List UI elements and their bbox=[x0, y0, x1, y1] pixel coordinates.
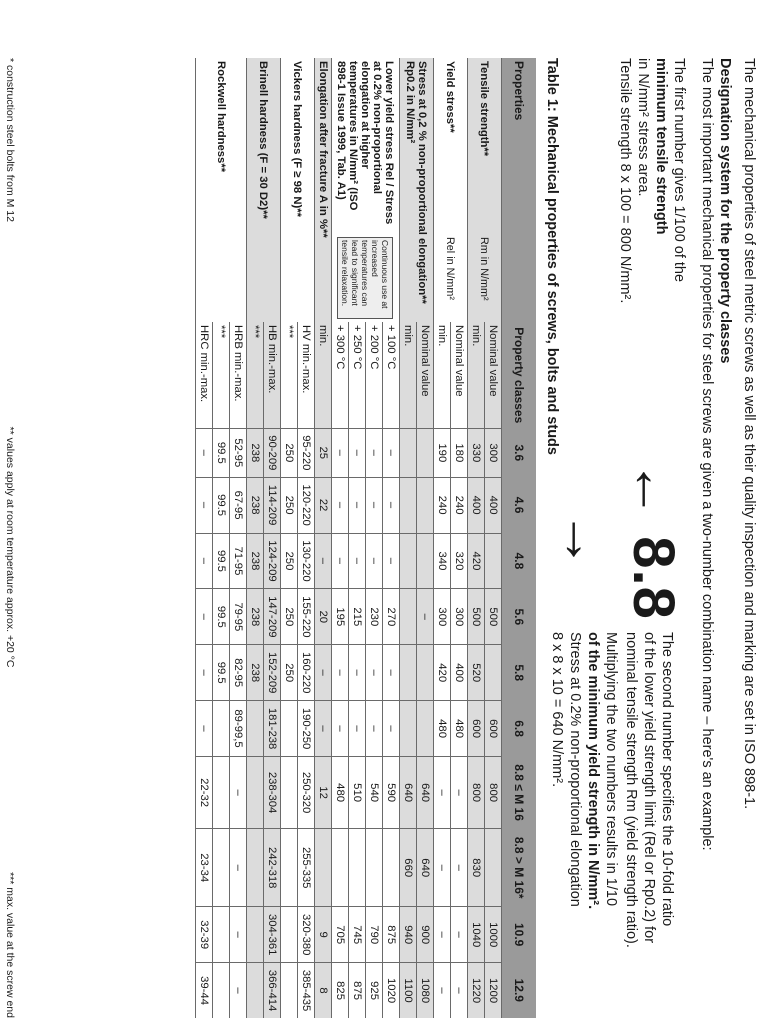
value-cell: 480 bbox=[451, 701, 468, 757]
value-cell: 22 bbox=[315, 477, 332, 533]
value-cell: – bbox=[332, 477, 349, 533]
row-class: min. bbox=[434, 322, 451, 429]
value-cell: 238 bbox=[247, 429, 264, 478]
header-class: 5.8 bbox=[502, 645, 537, 701]
value-cell bbox=[400, 589, 417, 645]
value-cell: 790 bbox=[366, 907, 383, 963]
value-cell: 71-95 bbox=[230, 533, 247, 589]
note-line: The second number specifies the 10-fold ratio bbox=[659, 632, 675, 927]
value-cell: 640 bbox=[417, 829, 434, 907]
value-cell: 1080 bbox=[417, 963, 434, 1018]
row-class: *** bbox=[213, 322, 230, 429]
value-cell: 640 bbox=[400, 757, 417, 829]
value-cell: 320 bbox=[451, 533, 468, 589]
row-class: HRC min.-max. bbox=[196, 322, 213, 429]
value-cell: 79-95 bbox=[230, 589, 247, 645]
value-cell: 304-361 bbox=[264, 907, 281, 963]
value-cell: – bbox=[383, 533, 400, 589]
row-label: Stress at 0,2 % non-proportional elongation** Rp0.2 in N/mm² bbox=[400, 58, 434, 322]
mechanical-properties-table bbox=[195, 58, 536, 1018]
value-cell: 152-209 bbox=[264, 645, 281, 701]
value-cell: – bbox=[366, 533, 383, 589]
value-cell: – bbox=[315, 645, 332, 701]
value-cell: 1200 bbox=[485, 963, 502, 1018]
value-cell: – bbox=[196, 701, 213, 757]
value-cell: – bbox=[434, 963, 451, 1018]
value-cell: 480 bbox=[332, 757, 349, 829]
row-class: min. bbox=[400, 322, 417, 429]
value-cell bbox=[213, 963, 230, 1018]
value-cell: 825 bbox=[332, 963, 349, 1018]
value-cell: – bbox=[332, 533, 349, 589]
value-cell: – bbox=[315, 533, 332, 589]
value-cell: – bbox=[451, 757, 468, 829]
value-cell: – bbox=[366, 701, 383, 757]
row-label: Rockwell hardness** bbox=[196, 58, 247, 322]
header-class: 10.9 bbox=[502, 907, 537, 963]
value-cell: 250 bbox=[281, 645, 298, 701]
value-cell: – bbox=[349, 477, 366, 533]
footnote: ** values apply at room temperature approx. +20 °C bbox=[4, 426, 16, 668]
table-row bbox=[298, 58, 315, 1018]
table-row bbox=[264, 58, 281, 1018]
temperature-label: + 300 °C bbox=[332, 322, 349, 429]
value-cell bbox=[400, 645, 417, 701]
table-header-row bbox=[502, 58, 537, 1018]
value-cell: – bbox=[451, 963, 468, 1018]
value-cell: 215 bbox=[349, 589, 366, 645]
value-cell: 600 bbox=[485, 701, 502, 757]
header-class: 5.6 bbox=[502, 589, 537, 645]
value-cell: – bbox=[196, 429, 213, 478]
designation-text: The most important mechanical properties for steel screws are given a two-number combination name – here's an example: bbox=[699, 58, 715, 851]
value-cell: 800 bbox=[468, 757, 485, 829]
table-title: Table 1: Mechanical properties of screws, bolts and studs bbox=[544, 58, 560, 455]
footnotes bbox=[4, 58, 16, 1018]
first-number-note bbox=[616, 58, 688, 388]
intro-block bbox=[698, 58, 758, 1018]
value-cell: 195 bbox=[332, 589, 349, 645]
multiply-note bbox=[548, 632, 620, 1017]
table-row bbox=[485, 58, 502, 1018]
value-cell bbox=[281, 963, 298, 1018]
value-cell: – bbox=[230, 829, 247, 907]
table-row bbox=[383, 58, 400, 1018]
value-cell: 52-95 bbox=[230, 429, 247, 478]
value-cell: 925 bbox=[366, 963, 383, 1018]
value-cell bbox=[400, 429, 417, 478]
value-cell: 480 bbox=[434, 701, 451, 757]
value-cell: – bbox=[196, 477, 213, 533]
value-cell: – bbox=[383, 477, 400, 533]
value-cell: – bbox=[230, 757, 247, 829]
value-cell: 330 bbox=[468, 429, 485, 478]
value-cell bbox=[417, 645, 434, 701]
note-line: Tensile strength 8 x 100 = 800 N/mm². bbox=[617, 58, 633, 304]
value-cell: – bbox=[230, 963, 247, 1018]
temperature-label: + 100 °C bbox=[383, 322, 400, 429]
value-cell: 540 bbox=[366, 757, 383, 829]
header-class: 6.8 bbox=[502, 701, 537, 757]
row-class: Nominal value bbox=[417, 322, 434, 429]
value-cell: 147-209 bbox=[264, 589, 281, 645]
value-cell: 238 bbox=[247, 533, 264, 589]
value-cell bbox=[315, 829, 332, 907]
value-cell bbox=[485, 533, 502, 589]
value-cell: 1100 bbox=[400, 963, 417, 1018]
value-cell: 940 bbox=[400, 907, 417, 963]
value-cell: – bbox=[332, 429, 349, 478]
value-cell: 900 bbox=[417, 907, 434, 963]
note-line: Stress at 0.2% non-proportional elongation bbox=[567, 632, 583, 907]
row-label: Lower yield stress Rel / Stress at 0.2% non-proportional elongation at higher temperatures in N/mm² (ISO 898-1 Issue 1999, Tab. A1) bbox=[332, 58, 400, 234]
row-class: HV min.-max. bbox=[298, 322, 315, 429]
value-cell: – bbox=[332, 701, 349, 757]
value-cell: 250 bbox=[281, 589, 298, 645]
value-cell bbox=[247, 701, 264, 757]
value-cell: 120-220 bbox=[298, 477, 315, 533]
value-cell: – bbox=[196, 645, 213, 701]
row-sublabel: Rel in N/mm² bbox=[434, 234, 468, 322]
table-body bbox=[196, 58, 502, 1018]
value-cell: 238 bbox=[247, 477, 264, 533]
value-cell bbox=[400, 533, 417, 589]
value-cell: 250 bbox=[281, 477, 298, 533]
header-class: 8.8 > M 16* bbox=[502, 829, 537, 907]
value-cell: 180 bbox=[451, 429, 468, 478]
value-cell: – bbox=[349, 701, 366, 757]
value-cell: 366-414 bbox=[264, 963, 281, 1018]
value-cell bbox=[247, 907, 264, 963]
row-class: HB min.-max. bbox=[264, 322, 281, 429]
value-cell: 8 bbox=[315, 963, 332, 1018]
note-line: 8 x 8 x 10 = 640 N/mm². bbox=[549, 632, 565, 788]
value-cell: 520 bbox=[468, 645, 485, 701]
value-cell bbox=[383, 829, 400, 907]
value-cell: 238-304 bbox=[264, 757, 281, 829]
value-cell bbox=[349, 829, 366, 907]
table-row bbox=[451, 58, 468, 1018]
header-class: 3.6 bbox=[502, 429, 537, 478]
value-cell: 181-238 bbox=[264, 701, 281, 757]
value-cell: 130-220 bbox=[298, 533, 315, 589]
value-cell: – bbox=[196, 589, 213, 645]
value-cell: – bbox=[349, 429, 366, 478]
note-line: The first number gives 1/100 of the bbox=[671, 58, 687, 283]
value-cell: 242-318 bbox=[264, 829, 281, 907]
value-cell: – bbox=[366, 645, 383, 701]
row-class: Nominal value bbox=[451, 322, 468, 429]
value-cell bbox=[281, 757, 298, 829]
value-cell: 640 bbox=[417, 757, 434, 829]
value-cell: 420 bbox=[468, 533, 485, 589]
value-cell bbox=[417, 701, 434, 757]
row-class: *** bbox=[247, 322, 264, 429]
value-cell: 255-335 bbox=[298, 829, 315, 907]
row-label: Elongation after fracture A in %** bbox=[315, 58, 332, 322]
value-cell: 32-39 bbox=[196, 907, 213, 963]
value-cell: 238 bbox=[247, 645, 264, 701]
table-row bbox=[417, 58, 434, 1018]
value-cell bbox=[485, 645, 502, 701]
value-cell: 82-95 bbox=[230, 645, 247, 701]
note-line: Multiplying the two numbers results in 1/10 bbox=[603, 632, 619, 907]
value-cell: 67-95 bbox=[230, 477, 247, 533]
note-line: of the lower yield strength limit (Rel or Rp0.2) for bbox=[641, 632, 657, 944]
value-cell: 99.5 bbox=[213, 533, 230, 589]
row-class: *** bbox=[281, 322, 298, 429]
value-cell: 270 bbox=[383, 589, 400, 645]
designation-heading: Designation system for the property classes bbox=[717, 58, 733, 364]
header-class: 4.8 bbox=[502, 533, 537, 589]
value-cell: – bbox=[417, 589, 434, 645]
value-cell: 22-32 bbox=[196, 757, 213, 829]
value-cell: 23-34 bbox=[196, 829, 213, 907]
value-cell bbox=[213, 829, 230, 907]
value-cell: 190 bbox=[434, 429, 451, 478]
value-cell: 500 bbox=[468, 589, 485, 645]
value-cell: 124-209 bbox=[264, 533, 281, 589]
value-cell: 300 bbox=[485, 429, 502, 478]
value-cell: – bbox=[383, 701, 400, 757]
value-cell: 25 bbox=[315, 429, 332, 478]
value-cell: 99.5 bbox=[213, 477, 230, 533]
value-cell: 240 bbox=[451, 477, 468, 533]
value-cell: 89-99,5 bbox=[230, 701, 247, 757]
value-cell: – bbox=[366, 477, 383, 533]
header-class: 8.8 ≤ M 16 bbox=[502, 757, 537, 829]
value-cell: – bbox=[315, 701, 332, 757]
value-cell bbox=[400, 477, 417, 533]
row-sublabel: Rm in N/mm² bbox=[468, 234, 502, 322]
value-cell: 385-435 bbox=[298, 963, 315, 1018]
note-line: of the minimum yield strength in N/mm². bbox=[585, 632, 601, 910]
value-cell bbox=[281, 907, 298, 963]
value-cell: 250 bbox=[281, 429, 298, 478]
value-cell: 340 bbox=[434, 533, 451, 589]
value-cell bbox=[485, 829, 502, 907]
value-cell bbox=[417, 533, 434, 589]
value-cell: – bbox=[383, 645, 400, 701]
value-cell bbox=[281, 701, 298, 757]
intro-text: The mechanical properties of steel metric screws as well as their quality inspection and marking are set in ISO 898-1. bbox=[741, 58, 757, 810]
value-cell: 875 bbox=[383, 907, 400, 963]
value-cell bbox=[213, 757, 230, 829]
value-cell: 230 bbox=[366, 589, 383, 645]
value-cell: 20 bbox=[315, 589, 332, 645]
value-cell bbox=[417, 477, 434, 533]
value-cell bbox=[332, 829, 349, 907]
value-cell: 400 bbox=[485, 477, 502, 533]
value-cell: 1020 bbox=[383, 963, 400, 1018]
header-property-classes: Property classes bbox=[502, 322, 537, 429]
header-class: 4.6 bbox=[502, 477, 537, 533]
value-cell: 745 bbox=[349, 907, 366, 963]
value-cell: 99.5 bbox=[213, 589, 230, 645]
value-cell: 400 bbox=[451, 645, 468, 701]
value-cell: 660 bbox=[400, 829, 417, 907]
value-cell: 500 bbox=[485, 589, 502, 645]
row-label: Tensile strength** bbox=[468, 58, 502, 234]
value-cell: 12 bbox=[315, 757, 332, 829]
value-cell: 300 bbox=[434, 589, 451, 645]
value-cell: 250-320 bbox=[298, 757, 315, 829]
value-cell bbox=[247, 963, 264, 1018]
value-cell: – bbox=[434, 757, 451, 829]
value-cell: 1040 bbox=[468, 907, 485, 963]
header-class: 12.9 bbox=[502, 963, 537, 1018]
value-cell bbox=[247, 829, 264, 907]
value-cell: 250 bbox=[281, 533, 298, 589]
note-line: in N/mm² stress area. bbox=[635, 58, 651, 197]
note-line: nominal tensile strength Rm (yield strength ratio). bbox=[623, 632, 639, 948]
value-cell: 240 bbox=[434, 477, 451, 533]
value-cell: – bbox=[349, 645, 366, 701]
value-cell: 875 bbox=[349, 963, 366, 1018]
value-cell: – bbox=[451, 907, 468, 963]
value-cell: 39-44 bbox=[196, 963, 213, 1018]
temperature-label: + 250 °C bbox=[349, 322, 366, 429]
example-property-class: ← 8.8 → bbox=[551, 460, 686, 620]
relaxation-note: Continuous use at increased temperatures can lead to significant tensile relaxation. bbox=[338, 237, 394, 319]
value-cell: 90-209 bbox=[264, 429, 281, 478]
value-cell: 705 bbox=[332, 907, 349, 963]
value-cell: 155-220 bbox=[298, 589, 315, 645]
value-cell: 99.5 bbox=[213, 645, 230, 701]
value-cell bbox=[213, 701, 230, 757]
value-cell bbox=[366, 829, 383, 907]
row-label: Brinell hardness (F = 30 D2)** bbox=[247, 58, 281, 322]
value-cell: – bbox=[366, 429, 383, 478]
value-cell: – bbox=[434, 907, 451, 963]
value-cell: – bbox=[332, 645, 349, 701]
value-cell: 190-250 bbox=[298, 701, 315, 757]
value-cell bbox=[213, 907, 230, 963]
row-class: min. bbox=[468, 322, 485, 429]
value-cell: – bbox=[451, 829, 468, 907]
value-cell: – bbox=[434, 829, 451, 907]
footnote: *** max. value at the screw end bbox=[4, 872, 16, 1018]
value-cell bbox=[400, 701, 417, 757]
row-label: Yield stress** bbox=[434, 58, 468, 234]
row-class: min. bbox=[315, 322, 332, 429]
value-cell: 1220 bbox=[468, 963, 485, 1018]
value-cell bbox=[417, 429, 434, 478]
value-cell bbox=[247, 757, 264, 829]
value-cell: 99.5 bbox=[213, 429, 230, 478]
value-cell: – bbox=[196, 533, 213, 589]
row-class: HRB min.-max. bbox=[230, 322, 247, 429]
value-cell: 420 bbox=[434, 645, 451, 701]
row-class: Nominal value bbox=[485, 322, 502, 429]
value-cell: 114-209 bbox=[264, 477, 281, 533]
second-number-note bbox=[622, 632, 676, 1017]
value-cell: 590 bbox=[383, 757, 400, 829]
value-cell: 510 bbox=[349, 757, 366, 829]
note-cell bbox=[332, 234, 400, 322]
value-cell: 300 bbox=[451, 589, 468, 645]
value-cell: 1000 bbox=[485, 907, 502, 963]
footnote: * construction steel bolts from M 12 bbox=[4, 58, 16, 222]
value-cell: 600 bbox=[468, 701, 485, 757]
value-cell: 320-380 bbox=[298, 907, 315, 963]
value-cell: 400 bbox=[468, 477, 485, 533]
row-label: Vickers hardness (F ≥ 98 N)** bbox=[281, 58, 315, 322]
value-cell: 800 bbox=[485, 757, 502, 829]
temperature-label: + 200 °C bbox=[366, 322, 383, 429]
value-cell: 9 bbox=[315, 907, 332, 963]
value-cell: 95-220 bbox=[298, 429, 315, 478]
note-line: minimum tensile strength bbox=[653, 58, 669, 235]
value-cell bbox=[281, 829, 298, 907]
table-row bbox=[230, 58, 247, 1018]
header-properties: Properties bbox=[502, 58, 537, 322]
value-cell: – bbox=[230, 907, 247, 963]
value-cell: 238 bbox=[247, 589, 264, 645]
table-row bbox=[315, 58, 332, 1018]
value-cell: 830 bbox=[468, 829, 485, 907]
value-cell: – bbox=[383, 429, 400, 478]
value-cell: 160-220 bbox=[298, 645, 315, 701]
value-cell: – bbox=[349, 533, 366, 589]
